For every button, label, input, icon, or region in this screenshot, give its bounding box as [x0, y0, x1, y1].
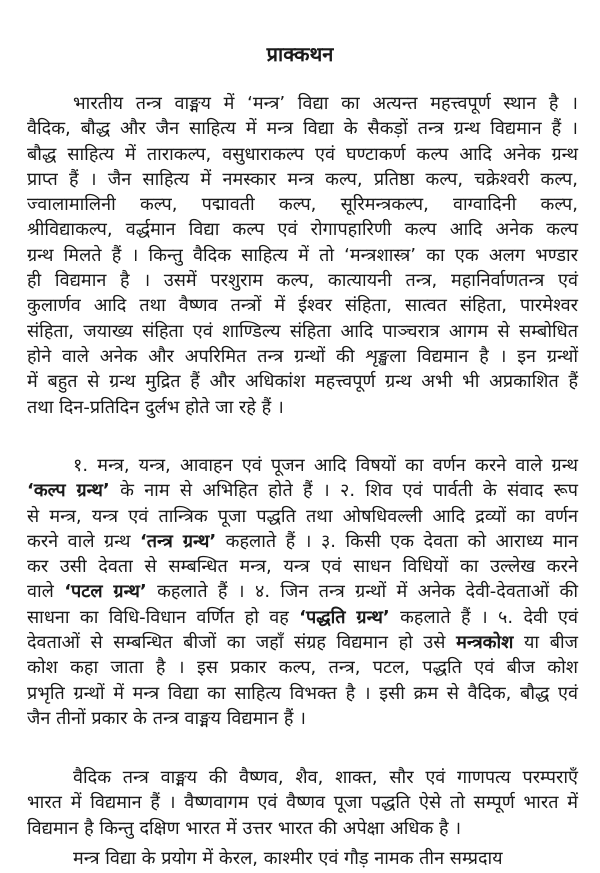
text-segment: साधना का विधि-विधान वर्णित हो वह [27, 606, 300, 628]
text-segment: मन्त्र विद्या के प्रयोग में केरल, काश्मीर एवं गौड़ नामक तीन सम्प्रदाय [73, 848, 503, 869]
text-line [27, 217, 578, 242]
text-line [27, 846, 578, 871]
text-segment: बौद्ध साहित्य में ताराकल्प, वसुधाराकल्प एवं घण्टाकर्ण कल्प आदि अनेक ग्रन्थ [27, 143, 578, 165]
text-segment: करने वाले ग्रन्थ [27, 530, 140, 552]
text-segment: श्रीविद्याकल्प, वर्द्धमान विद्या कल्प एवं रोगापहारिणी कल्प आदि अनेक कल्प [27, 219, 578, 241]
text-line [27, 142, 578, 167]
text-line [27, 681, 578, 706]
text-line [27, 91, 578, 116]
text-line [27, 504, 578, 529]
text-line [27, 167, 578, 192]
text-segment: जैन तीनों प्रकार के तन्त्र वाङ्मय विद्यमान हैं । [27, 707, 306, 729]
text-segment: से मन्त्र, यन्त्र एवं तान्त्रिक पूजा पद्धति तथा ओषधिवल्ली आदि द्रव्यों का वर्णन [27, 505, 578, 527]
text-line [27, 116, 578, 141]
page-title: प्राक्कथन [266, 42, 334, 66]
paragraph-granth-types [27, 453, 578, 731]
text-segment: वैदिक तन्त्र वाङ्मय की वैष्णव, शैव, शाक्त, सौर एवं गाणपत्य परम्पराएँ [73, 767, 578, 788]
text-segment: कहलाते हैं । ५. देवी एवं [389, 606, 578, 628]
text-segment: भारतीय तन्त्र वाङ्मय में ‘मन्त्र’ विद्या का अत्यन्त महत्त्वपूर्ण स्थान है । [73, 93, 578, 114]
text-segment: के नाम से अभिहित होते हैं । २. शिव एवं पार्वती के संवाद रूप [109, 480, 578, 502]
text-line [27, 554, 578, 579]
text-segment: ज्वालामालिनी कल्प, पद्मावती कल्प, सूरिमन्त्रकल्प, वाग्वादिनी कल्प, [27, 194, 578, 216]
text-line [27, 243, 578, 268]
text-line [27, 268, 578, 293]
bold-term: मन्त्रकोश [456, 632, 514, 654]
text-line [27, 344, 578, 369]
text-segment: कहलाते हैं । ३. किसी एक देवता को आराध्य मान [216, 530, 578, 552]
text-segment: प्राप्त हैं । जैन साहित्य में नमस्कार मन्त्र कल्प, प्रतिष्ठा कल्प, चक्रेश्वरी कल्प, [27, 168, 578, 190]
text-line [27, 369, 578, 394]
paragraph-vaidik-traditions [27, 765, 578, 841]
text-segment: में बहुत से ग्रन्थ मुद्रित हैं और अधिकांश महत्त्वपूर्ण ग्रन्थ अभी भी अप्रकाशित हैं [27, 371, 578, 393]
text-segment: कर उसी देवता से सम्बन्धित मन्त्र, यन्त्र एवं साधन विधियों का उल्लेख करने [27, 556, 578, 578]
text-line [27, 192, 578, 217]
paragraph-intro [27, 91, 578, 420]
text-line [27, 605, 578, 630]
bold-term: ‘पटल ग्रन्थ’ [64, 581, 147, 603]
text-segment: ग्रन्थ मिलते हैं । किन्तु वैदिक साहित्य में तो ‘मन्त्रशास्त्र’ का एक अलग भण्डार [27, 244, 578, 266]
text-segment: वैदिक, बौद्ध और जैन साहित्य में मन्त्र विद्या के सैकड़ों तन्त्र ग्रन्थ विद्यमान हैं । [27, 118, 578, 140]
text-segment: कहलाते हैं । ४. जिन तन्त्र ग्रन्थों में अनेक देवी-देवताओं की [146, 581, 578, 603]
text-segment: संहिता, जयाख्य संहिता एवं शाण्डिल्य संहिता आदि पाञ्चरात्र आगम से सम्बोधित [27, 320, 578, 342]
bold-term: ‘कल्प ग्रन्थ’ [27, 480, 110, 502]
paragraph-sampradaya [27, 846, 578, 871]
text-line [27, 478, 578, 503]
text-line [27, 579, 578, 604]
text-line [27, 630, 578, 655]
bold-term: ‘तन्त्र ग्रन्थ’ [139, 530, 217, 552]
text-segment: प्रभृति ग्रन्थों में मन्त्र विद्या का साहित्य विभक्त है । इसी क्रम से वैदिक, बौद्ध एवं [27, 682, 578, 704]
bold-term: ‘पद्धति ग्रन्थ’ [299, 606, 390, 628]
text-segment: देवताओं से सम्बन्धित बीजों का जहाँ संग्रह विद्यमान हो उसे [27, 632, 457, 654]
text-segment: होने वाले अनेक और अपरिमित तन्त्र ग्रन्थों की शृङ्खला विद्यमान है । इन ग्रन्थों [27, 345, 578, 367]
text-segment: कुलार्णव आदि तथा वैष्णव तन्त्रों में ईश्वर संहिता, सात्वत संहिता, पारमेश्वर [27, 295, 578, 317]
text-segment: वाले [27, 581, 65, 603]
text-segment: ही विद्यमान है । उसमें परशुराम कल्प, कात्यायनी तन्त्र, महानिर्वाणतन्त्र एवं [27, 270, 578, 292]
text-line [27, 293, 578, 318]
text-line [27, 319, 578, 344]
text-line [27, 816, 578, 841]
text-segment: १. मन्त्र, यन्त्र, आवाहन एवं पूजन आदि विषयों का वर्णन करने वाले ग्रन्थ [73, 455, 578, 476]
text-line [27, 529, 578, 554]
text-line [27, 395, 578, 420]
text-segment: विद्यमान है किन्तु दक्षिण भारत में उत्तर भारत की अपेक्षा अधिक है । [27, 817, 462, 839]
text-line [27, 706, 578, 731]
text-segment: या बीज [513, 632, 578, 654]
text-line [27, 765, 578, 790]
text-segment: भारत में विद्यमान हैं । वैष्णवागम एवं वैष्णव पूजा पद्धति ऐसे तो सम्पूर्ण भारत में [27, 792, 578, 814]
text-line [27, 453, 578, 478]
text-line [27, 790, 578, 815]
text-segment: कोश कहा जाता है । इस प्रकार कल्प, तन्त्र, पटल, पद्धति एवं बीज कोश [27, 657, 578, 679]
text-line [27, 655, 578, 680]
text-segment: तथा दिन-प्रतिदिन दुर्लभ होते जा रहे हैं । [27, 396, 284, 418]
